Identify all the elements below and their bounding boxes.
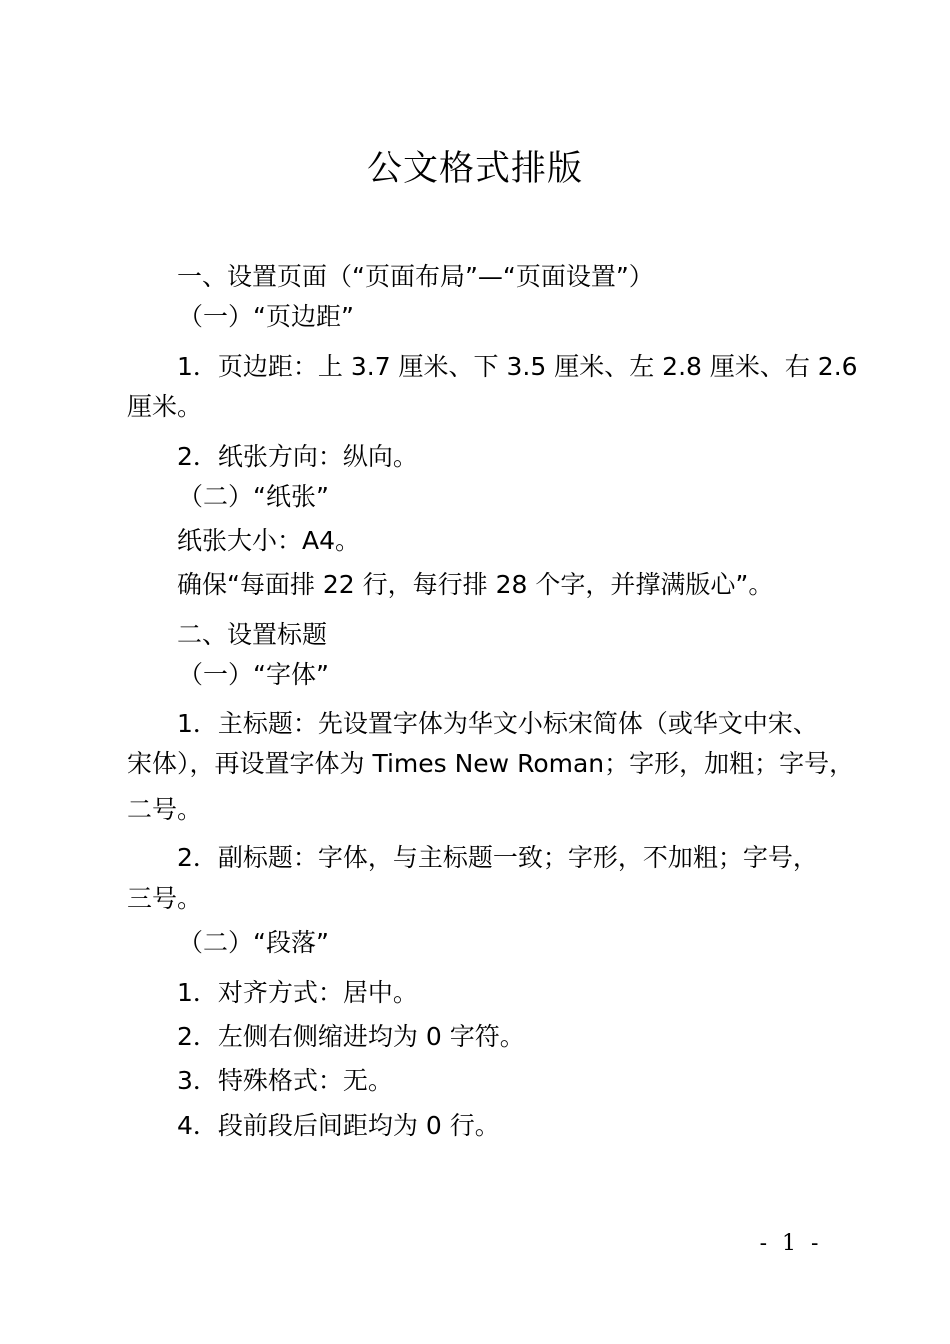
paragraph-orientation: 2．纸张方向：纵向。: [177, 442, 418, 471]
subheading-font: （一）“字体”: [178, 660, 329, 689]
heading-page-setup: 一、设置页面（“页面布局”—“页面设置”）: [177, 262, 654, 291]
paragraph-indent: 2．左侧右侧缩进均为 0 字符。: [177, 1022, 525, 1051]
page-number: - 1 -: [759, 1231, 823, 1256]
paragraph-subtitle-cont: 三号。: [127, 884, 203, 913]
paragraph-special-format: 3．特殊格式：无。: [177, 1066, 393, 1095]
paragraph-main-title: 1．主标题：先设置字体为华文小标宋简体（或华文中宋、: [177, 709, 818, 738]
paragraph-margins: 1．页边距：上 3.7 厘米、下 3.5 厘米、左 2.8 厘米、右 2.6: [177, 352, 858, 381]
paragraph-subtitle: 2．副标题：字体，与主标题一致；字形，不加粗；字号，: [177, 843, 818, 872]
paragraph-alignment: 1．对齐方式：居中。: [177, 978, 418, 1007]
subheading-paragraph: （二）“段落”: [178, 928, 329, 957]
paragraph-lines-per-page: 确保“每面排 22 行，每行排 28 个字，并撑满版心”。: [177, 570, 774, 599]
paragraph-main-title-cont-2: 二号。: [127, 795, 203, 824]
paragraph-spacing: 4．段前段后间距均为 0 行。: [177, 1111, 500, 1140]
subheading-paper: （二）“纸张”: [178, 482, 329, 511]
document-title: 公文格式排版: [366, 149, 583, 189]
paragraph-main-title-cont-1: 宋体），再设置字体为 Times New Roman；字形，加粗；字号，: [127, 749, 855, 778]
heading-title-setup: 二、设置标题: [177, 620, 328, 649]
paragraph-paper-size: 纸张大小：A4。: [177, 526, 361, 555]
subheading-margins: （一）“页边距”: [178, 302, 354, 331]
paragraph-margins-cont: 厘米。: [127, 392, 203, 421]
